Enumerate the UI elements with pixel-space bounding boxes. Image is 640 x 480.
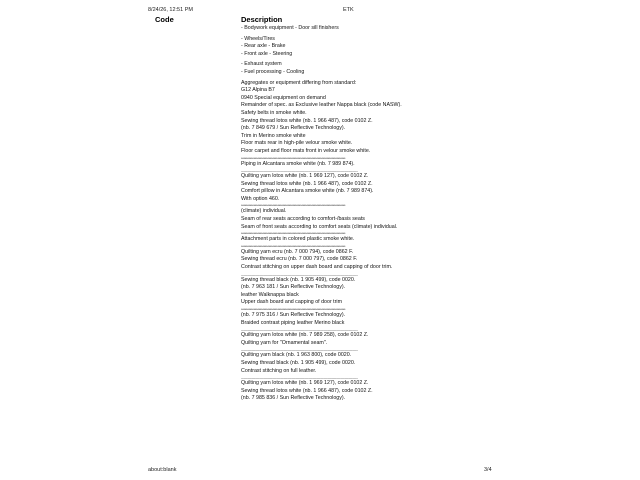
description-line: (nb. 7 849 679 / Sun Reflective Technology). — [241, 125, 346, 132]
description-line: - Exhaust system — [241, 61, 282, 68]
print-url: about:blank — [148, 467, 177, 473]
print-title: ETK — [343, 7, 354, 13]
description-line: leather Walknappa black — [241, 291, 299, 298]
description-line: Contrast stitching on full leather. — [241, 367, 317, 374]
separator-line: *********************************************************************************** — [241, 243, 346, 249]
description-line: Contrast stitching on upper dash board and capping of door trim. — [241, 264, 393, 271]
description-line: (nb. 7 963 181 / Sun Reflective Technology). — [241, 284, 346, 291]
description-line: - Wheels/Tires — [241, 35, 275, 42]
description-line: Piping in Alcantara smoke white (nb. 7 989 874). — [241, 160, 355, 167]
description-line: - Bodywork equipment - Door sill finishers — [241, 25, 339, 31]
description-line: Safety belts in smoke white. — [241, 109, 307, 116]
description-line: (nb. 7 975 316 / Sun Reflective Technology). — [241, 312, 346, 318]
page-number: 3/4 — [484, 467, 492, 473]
separator-line: *********************************************************************************** — [241, 203, 346, 209]
description-line: Floor mats rear in high-pile velour smoke white. — [241, 140, 353, 147]
separator-line: ----------------------------------------------------------------------------------------------------------------- — [241, 168, 358, 174]
description-line: - Fuel processing - Cooling — [241, 68, 305, 75]
description-line: (nb. 7 985 836 / Sun Reflective Technology). — [241, 395, 346, 402]
description-line: Quilting yarn for "Ornamental seam". — [241, 339, 328, 346]
description-line: (climate) individual. — [241, 208, 287, 215]
description-line: Trim in Merino smoke white — [241, 132, 306, 139]
description-line: Sewing thread black (nb. 1 905 499), code 0020. — [241, 276, 356, 283]
description-line: Quilting yarn ecru (nb. 7 000 794), code 0862 F. — [241, 248, 354, 255]
description-line: Sewing thread black (nb. 1 905 499), code 0020. — [241, 359, 356, 366]
description-line: Floor carpet and floor mats front in velour smoke white. — [241, 147, 371, 154]
description-line: - Rear axle - Brake — [241, 43, 286, 50]
separator-line: ----------------------------------------------------------------------------------------------------------------- — [241, 347, 358, 353]
print-datetime: 8/24/26, 12:51 PM — [148, 7, 193, 13]
description-line: Seam of front seats according to comfort seats (climate) individual. — [241, 223, 398, 230]
separator-line: ----------------------------------------------------------------------------------------------------------------- — [241, 327, 358, 333]
separator-line: *********************************************************************************** — [241, 231, 346, 237]
description-line: Braided contrast piping leather Merino black — [241, 319, 345, 326]
description-line: Quilting yarn lotos white (nb. 7 989 258), code 0102 Z. — [241, 332, 369, 339]
description-line: Sewing thread lotos white (nb. 1 966 487), code 0102 Z. — [241, 180, 373, 187]
description-line: Comfort pillow in Alcantara smoke white (nb. 7 989 874). — [241, 188, 374, 195]
description-line: G12 Alpina B7 — [241, 87, 275, 94]
description-column — [241, 25, 491, 403]
description-line: Seam of rear seats according to comfort-/basis seats — [241, 216, 365, 223]
description-line: Remainder of spec. as Exclusive leather Nappa black (code NASW). — [241, 102, 402, 109]
description-line: Aggregates or equipment differing from standard: — [241, 79, 357, 86]
description-line: - Front axle - Steering — [241, 50, 293, 57]
separator-line: ----------------------------------------------------------------------------------------------------------------- — [241, 271, 358, 277]
description-line: Upper dash board and capping of door trim — [241, 299, 342, 306]
separator-line: *********************************************************************************** — [241, 155, 346, 161]
description-line: 0940 Special equipment on demand — [241, 94, 326, 101]
description-line: Sewing thread lotos white (nb. 1 966 487), code 0102 Z. — [241, 117, 373, 124]
description-line: Quilting yarn black (nb. 1 963 800), code 0020. — [241, 352, 352, 359]
column-header-code: Code — [155, 15, 174, 24]
separator-line: ----------------------------------------------------------------------------------------------------------------- — [241, 375, 358, 381]
description-line: Sewing thread lotos white (nb. 1 966 487), code 0102 Z. — [241, 387, 373, 394]
separator-line: *********************************************************************************** — [241, 307, 346, 312]
description-line: Quilting yarn lotos white (nb. 1 969 127), code 0102 Z. — [241, 380, 369, 387]
description-line: With option 460. — [241, 195, 280, 202]
description-line: Attachment parts in colored plastic smoke white. — [241, 236, 355, 243]
description-line: Sewing thread ecru (nb. 7 000 797), code 0862 F. — [241, 256, 358, 263]
column-header-description: Description — [241, 15, 283, 24]
description-line: Quilting yarn lotos white (nb. 1 969 127), code 0102 Z. — [241, 173, 369, 180]
